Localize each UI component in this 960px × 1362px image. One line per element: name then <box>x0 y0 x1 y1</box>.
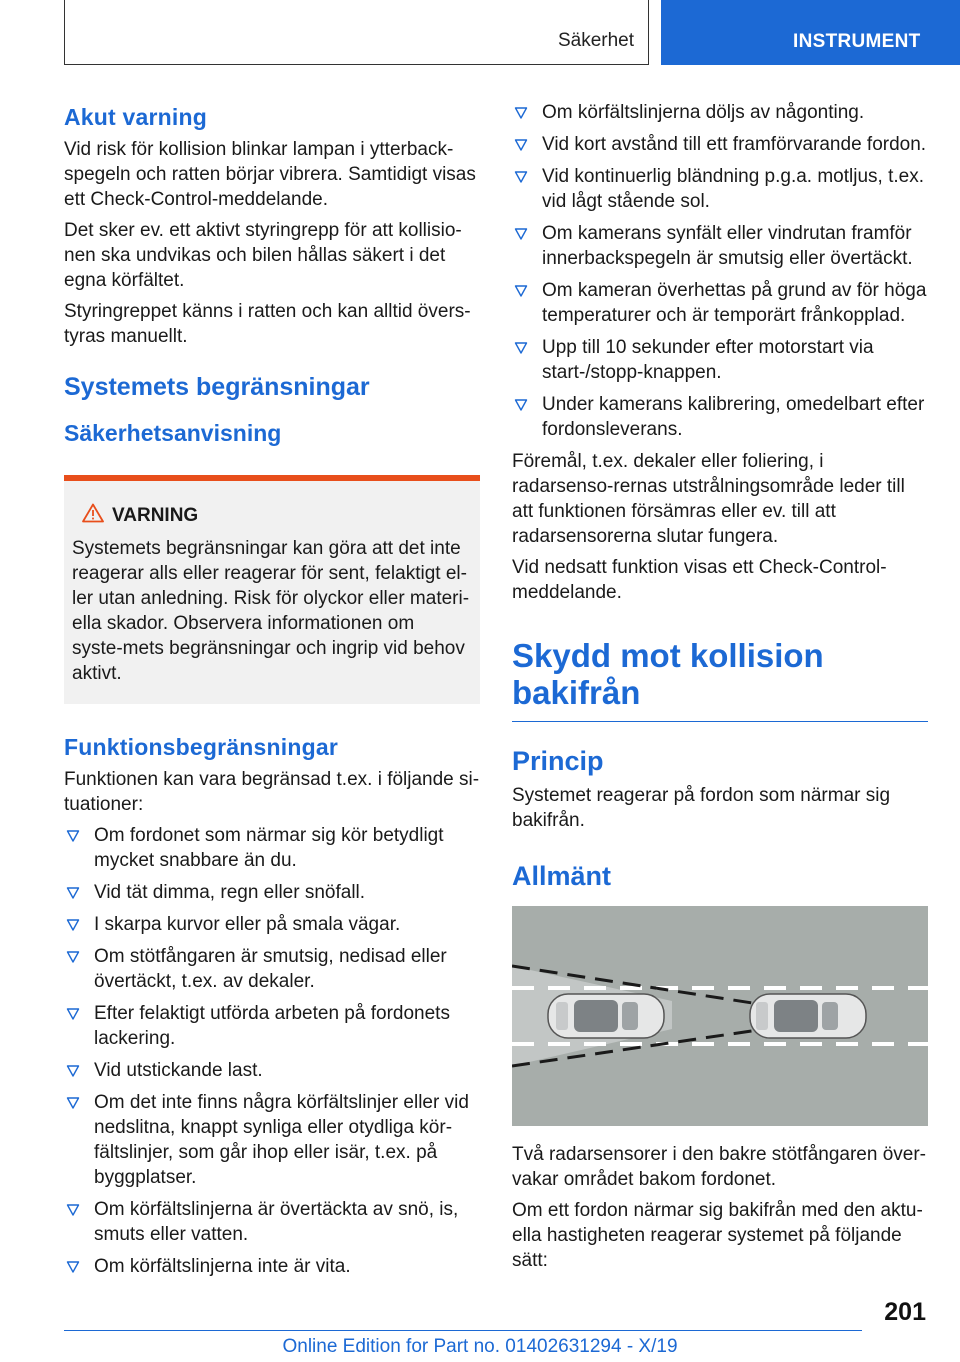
right-column <box>512 100 928 1279</box>
header-section-label: Säkerhet <box>557 30 634 51</box>
triangle-bullet-icon <box>514 224 528 242</box>
heading-funktionsbegransningar: Funktionsbegränsningar <box>64 734 339 760</box>
heading-systemets-begransningar: Systemets begränsningar <box>64 373 370 401</box>
warning-text: Systemets begränsningar kan göra att det inte reagerar alls eller reagerar för sent, felaktigt el-ler utan anledning. Risk för olyckor eller materi-ella skador. Observera informationen om syste-mets begränsningar och ingrip vid behov aktivt. <box>72 538 470 684</box>
list-left <box>64 823 480 1279</box>
triangle-bullet-icon <box>514 338 528 356</box>
heading-skydd-mot-kollision <box>512 637 928 722</box>
footer-divider <box>64 1330 862 1331</box>
list-item: Om kamerans synfält eller vindrutan framför innerbackspegeln är smutsig eller övertäckt. <box>512 221 928 271</box>
rear-radar-illustration <box>512 906 928 1126</box>
paragraph: Föremål, t.ex. dekaler eller foliering, i radarsenso-rernas utstrålningsområde leder till att funktionen försämras eller ev. till att radarsensorerna slutar fungera. <box>512 451 905 547</box>
warning-title <box>72 503 470 528</box>
triangle-bullet-icon <box>514 281 528 299</box>
list-item: I skarpa kurvor eller på smala vägar. <box>64 912 480 937</box>
list-right <box>512 100 928 442</box>
header-chapter-label: INSTRUMENT <box>793 31 921 52</box>
triangle-bullet-icon <box>66 1093 80 1111</box>
paragraph: Två radarsensorer i den bakre stötfångaren över-vakar området bakom fordonet. <box>512 1144 926 1190</box>
car-icon <box>548 994 664 1038</box>
list-item: Upp till 10 sekunder efter motorstart via start-/stopp-knappen. <box>512 335 928 385</box>
paragraph: Om ett fordon närmar sig bakifrån med den aktu-ella hastigheten reagerar systemet på följande sätt: <box>512 1200 923 1271</box>
warning-box <box>64 475 480 704</box>
car-icon <box>750 994 866 1038</box>
list-item: Om fordonet som närmar sig kör betydligt mycket snabbare än du. <box>64 823 480 873</box>
page-number: 201 <box>884 1298 926 1326</box>
paragraph: Systemet reagerar på fordon som närmar sig bakifrån. <box>512 785 891 831</box>
paragraph: Det sker ev. ett aktivt styringrepp för att kollisio-nen ska undvikas och bilen hållas säkert i det egna körfältet. <box>64 220 462 291</box>
heading-line-2: bakifrån <box>512 674 641 711</box>
warning-triangle-icon <box>82 503 104 523</box>
triangle-bullet-icon <box>66 1004 80 1022</box>
heading-line-1: Skydd mot kollision <box>512 637 824 674</box>
list-item: Om kameran överhettas på grund av för höga temperaturer och är temporärt frånkopplad. <box>512 278 928 328</box>
warning-title-text: VARNING <box>112 505 199 526</box>
left-column <box>64 100 480 1286</box>
paragraph: Vid risk för kollision blinkar lampan i ytterback-spegeln och ratten börjar vibrera. Samtidigt visas ett Check-Control-meddelande. <box>64 139 476 210</box>
list-item: Efter felaktigt utförda arbeten på fordonets lackering. <box>64 1001 480 1051</box>
triangle-bullet-icon <box>514 395 528 413</box>
list-item: Vid kort avstånd till ett framförvarande fordon. <box>512 132 928 157</box>
list-item: Om det inte finns några körfältslinjer eller vid nedslitna, knappt synliga eller otydliga kör-fältslinjer, som går ihop eller isär, t.ex. på byggplatser. <box>64 1090 480 1190</box>
header-section-box <box>64 0 649 65</box>
header-chapter-tab[interactable] <box>661 0 960 65</box>
list-item: Vid kontinuerlig bländning p.g.a. motljus, t.ex. vid lågt stående sol. <box>512 164 928 214</box>
triangle-bullet-icon <box>514 135 528 153</box>
triangle-bullet-icon <box>66 1200 80 1218</box>
heading-princip: Princip <box>512 746 604 776</box>
list-item: Om körfältslinjerna döljs av någonting. <box>512 100 928 125</box>
heading-akut-varning: Akut varning <box>64 104 207 130</box>
paragraph: Styringreppet känns i ratten och kan alltid övers-tyras manuellt. <box>64 301 471 347</box>
road-cars-illustration <box>512 906 928 1126</box>
list-item: Om körfältslinjerna inte är vita. <box>64 1254 480 1279</box>
list-item: Vid utstickande last. <box>64 1058 480 1083</box>
triangle-bullet-icon <box>66 915 80 933</box>
list-item: Om körfältslinjerna är övertäckta av snö, is, smuts eller vatten. <box>64 1197 480 1247</box>
triangle-bullet-icon <box>66 826 80 844</box>
triangle-bullet-icon <box>66 1061 80 1079</box>
heading-sakerhetsanvisning: Säkerhetsanvisning <box>64 420 282 446</box>
paragraph: Funktionen kan vara begränsad t.ex. i följande si-tuationer: <box>64 769 480 815</box>
triangle-bullet-icon <box>66 947 80 965</box>
list-item: Under kamerans kalibrering, omedelbart efter fordonsleverans. <box>512 392 928 442</box>
triangle-bullet-icon <box>514 103 528 121</box>
triangle-bullet-icon <box>66 883 80 901</box>
triangle-bullet-icon <box>514 167 528 185</box>
paragraph: Vid nedsatt funktion visas ett Check-Control-meddelande. <box>512 557 887 603</box>
list-item: Vid tät dimma, regn eller snöfall. <box>64 880 480 905</box>
triangle-bullet-icon <box>66 1257 80 1275</box>
list-item: Om stötfångaren är smutsig, nedisad eller övertäckt, t.ex. av dekaler. <box>64 944 480 994</box>
heading-allmant: Allmänt <box>512 861 612 891</box>
footer-edition: Online Edition for Part no. 01402631294 - X/19 <box>282 1336 678 1357</box>
